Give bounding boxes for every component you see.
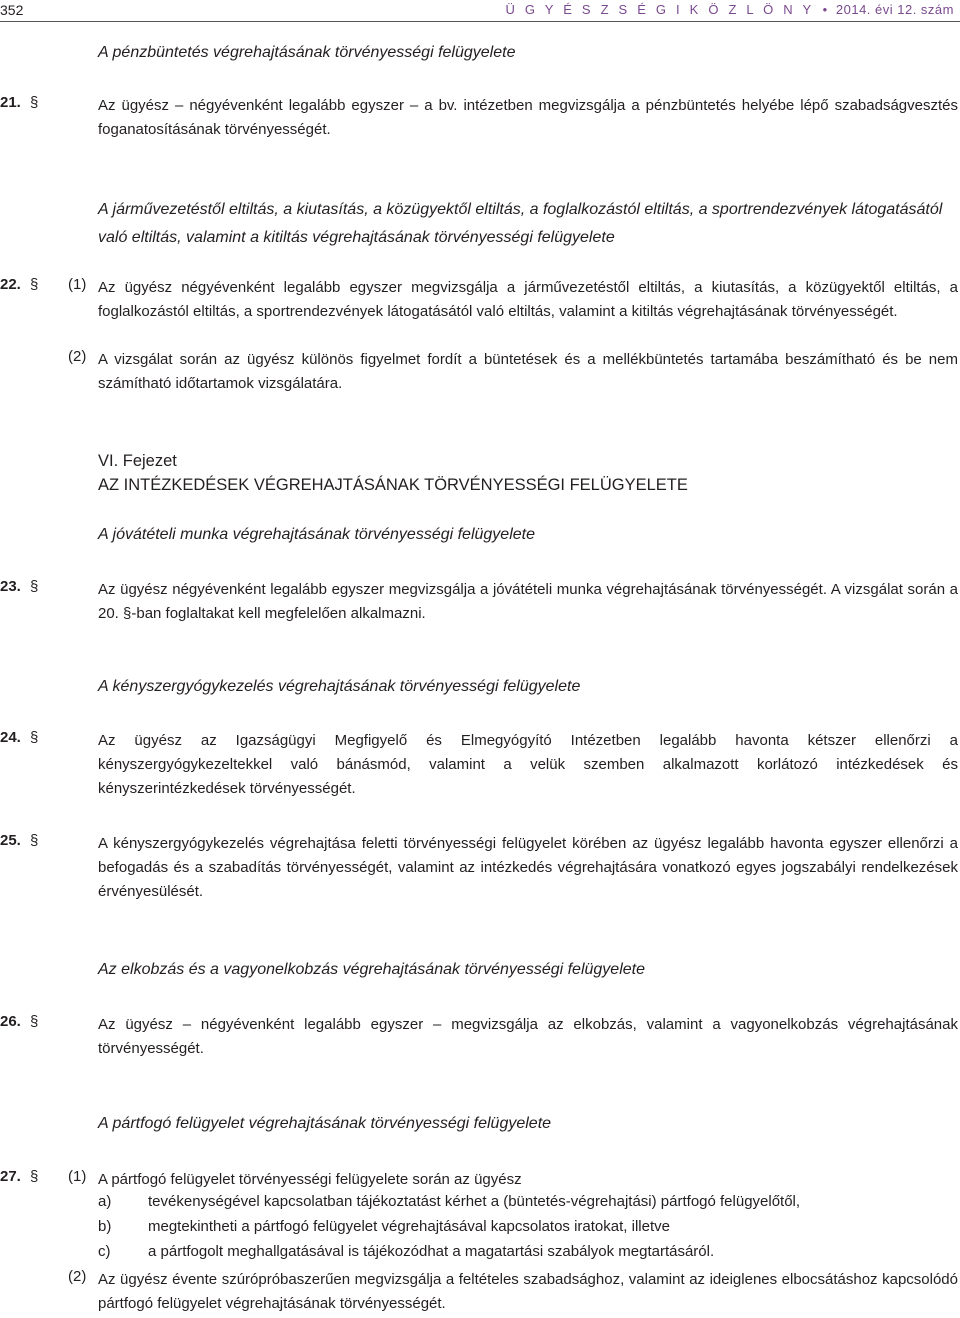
section-symbol: § <box>30 276 39 293</box>
section-text: Az ügyész – négyévenként legalább egyszer – a bv. intézetben megvizsgálja a pénzbüntetés helyébe lépő szabadságvesztés foganatosításának törvényességét. <box>98 97 958 138</box>
paragraph-text: A vizsgálat során az ügyész különös figyelmet fordít a büntetések és a mellékbüntetés tartamába beszámítható és be nem számítható időtartamok vizsgálatára. <box>98 351 958 392</box>
list-item-label: b) <box>98 1218 112 1235</box>
heading-bans: A járművezetéstől eltiltás, a kiutasítás, a közügyektől eltiltás, a foglalkozástól eltiltás, a sportrendezvények látogatásától való eltiltás, valamint a kitiltás végrehajtásának törvényességi felügyelete <box>98 201 943 246</box>
paragraph-label: (1) <box>68 1168 87 1185</box>
paragraph-label: (1) <box>68 276 87 293</box>
journal-name: Ü G Y É S Z S É G I K Ö Z L Ö N Y <box>505 2 815 17</box>
section-symbol: § <box>30 1013 39 1030</box>
heading-confiscation: Az elkobzás és a vagyonelkobzás végrehajtásának törvényességi felügyelete <box>98 961 645 978</box>
section-text: Az ügyész az Igazságügyi Megfigyelő és Elmegyógyító Intézetben legalább havonta kétszer ellenőrzi a kényszergyógykezeltekkel való bánásmód, valamint a velük szemben alkalmazott korlátozó intézkedések és kényszerintézkedések törvényességét. <box>98 732 958 797</box>
section-text: Az ügyész négyévenként legalább egyszer megvizsgálja a jóvátételi munka végrehajtásának törvényességét. A vizsgálat során a 20. §-ban foglaltakat kell megfelelően alkalmazni. <box>98 581 958 622</box>
list-item-label: a) <box>98 1193 112 1210</box>
heading-probation: A pártfogó felügyelet végrehajtásának törvényességi felügyelete <box>98 1115 552 1132</box>
paragraph-label: (2) <box>68 1268 87 1285</box>
heading-compulsory-treatment: A kényszergyógykezelés végrehajtásának törvényességi felügyelete <box>98 678 581 695</box>
section-symbol: § <box>30 1168 39 1185</box>
header-divider <box>0 21 960 22</box>
section-number: 23. <box>0 578 21 595</box>
section-symbol: § <box>30 729 39 746</box>
section-number: 25. <box>0 832 21 849</box>
heading-community-work: A jóvátételi munka végrehajtásának törvényességi felügyelete <box>98 526 535 543</box>
paragraph-text: A pártfogó felügyelet törvényességi felügyelete során az ügyész <box>98 1171 522 1188</box>
paragraph-text: Az ügyész évente szúrópróbaszerűen megvizsgálja a feltételes szabadsághoz, valamint az ideiglenes elbocsátáshoz kapcsolódó pártfogó felügyelet végrehajtásának törvényességét. <box>98 1271 958 1312</box>
section-number: 26. <box>0 1013 21 1030</box>
section-number: 24. <box>0 729 21 746</box>
paragraph-text: Az ügyész négyévenként legalább egyszer megvizsgálja a járművezetéstől eltiltás, a kiutasítás, a közügyektől eltiltás, a foglalkozástól eltiltás, a sportrendezvények látogatásától való eltiltás, valamint a kitiltás végrehajtásának törvényességét. <box>98 279 958 320</box>
chapter-title: AZ INTÉZKEDÉSEK VÉGREHAJTÁSÁNAK TÖRVÉNYESSÉGI FELÜGYELETE <box>98 476 688 494</box>
section-symbol: § <box>30 832 39 849</box>
section-symbol: § <box>30 578 39 595</box>
list-item-label: c) <box>98 1243 111 1260</box>
section-symbol: § <box>30 94 39 111</box>
journal-title <box>505 2 954 17</box>
issue-number: 2014. évi 12. szám <box>835 2 954 17</box>
page-number: 352 <box>0 2 24 18</box>
paragraph-label: (2) <box>68 348 87 365</box>
list-item-text: a pártfogolt meghallgatásával is tájékozódhat a magatartási szabályok megtartásáról. <box>148 1243 715 1260</box>
section-number: 27. <box>0 1168 21 1185</box>
list-item-text: tevékenységével kapcsolatban tájékoztatást kérhet a (büntetés-végrehajtási) pártfogó felügyelőtől, <box>148 1193 801 1210</box>
section-text: A kényszergyógykezelés végrehajtása feletti törvényességi felügyelet körében az ügyész legalább havonta egyszer ellenőrzi a befogadás és a szabadítás törvényességét, valamint az intézkedés végrehajtására vonatkozó egyes jogszabályi rendelkezések érvényesülését. <box>98 835 958 900</box>
heading-fines: A pénzbüntetés végrehajtásának törvényességi felügyelete <box>98 44 516 61</box>
section-number: 21. <box>0 94 21 111</box>
chapter-number: VI. Fejezet <box>98 452 177 470</box>
list-item-text: megtekintheti a pártfogó felügyelet végrehajtásával kapcsolatos iratokat, illetve <box>148 1218 670 1235</box>
journal-separator: • <box>822 2 828 17</box>
page-header <box>0 0 960 20</box>
section-number: 22. <box>0 276 21 293</box>
section-text: Az ügyész – négyévenként legalább egyszer – megvizsgálja az elkobzás, valamint a vagyonelkobzás végrehajtásának törvényességét. <box>98 1016 958 1057</box>
